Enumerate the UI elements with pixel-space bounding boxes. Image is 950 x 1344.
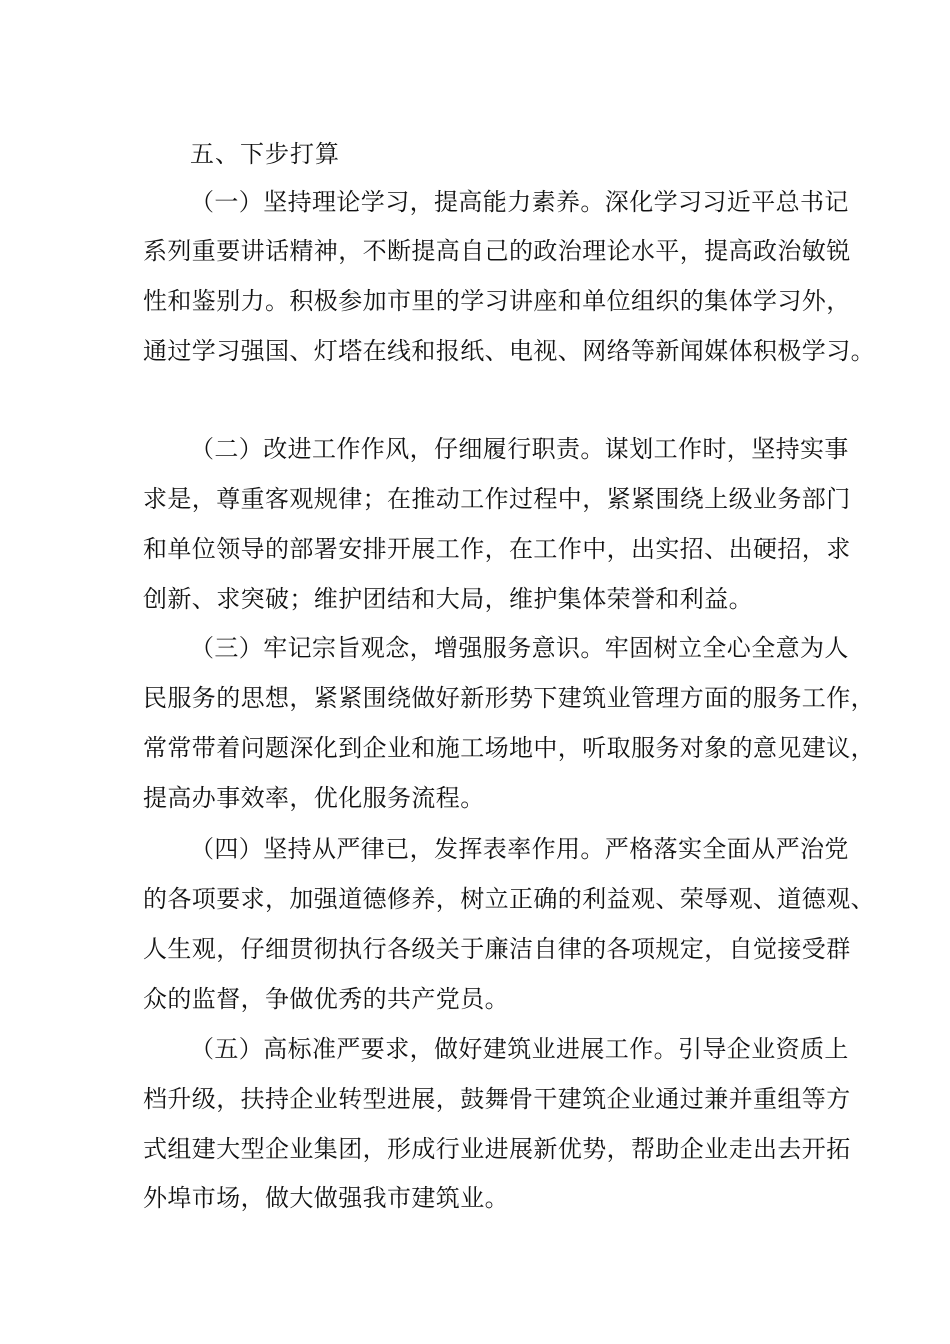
paragraph-1-line-1: （一）坚持理论学习，提高能力素养。深化学习习近平总书记 [190,188,849,216]
paragraph-4-line-4: 众的监督，争做优秀的共产党员。 [143,985,509,1013]
paragraph-5-line-2: 档升级，扶持企业转型进展，鼓舞骨干建筑企业通过兼并重组等方 [143,1085,851,1113]
paragraph-5-line-4: 外埠市场，做大做强我市建筑业。 [143,1184,509,1212]
paragraph-3-line-3: 常常带着问题深化到企业和施工场地中，听取服务对象的意见建议， [143,734,875,762]
paragraph-4-line-2: 的各项要求，加强道德修养，树立正确的利益观、荣辱观、道德观、 [143,885,875,913]
paragraph-2-line-3: 和单位领导的部署安排开展工作，在工作中，出实招、出硬招，求 [143,535,851,563]
paragraph-1-line-3: 性和鉴别力。积极参加市里的学习讲座和单位组织的集体学习外， [143,287,851,315]
paragraph-5-line-3: 式组建大型企业集团，形成行业进展新优势，帮助企业走出去开拓 [143,1135,851,1163]
section-heading: 五、下步打算 [190,140,340,168]
paragraph-2-line-1: （二）改进工作作风，仔细履行职责。谋划工作时，坚持实事 [190,435,849,463]
paragraph-2-line-4: 创新、求突破；维护团结和大局，维护集体荣誉和利益。 [143,585,753,613]
paragraph-2-line-2: 求是，尊重客观规律；在推动工作过程中，紧紧围绕上级业务部门 [143,485,851,513]
paragraph-1-line-2: 系列重要讲话精神，不断提高自己的政治理论水平，提高政治敏锐 [143,237,851,265]
paragraph-4-line-3: 人生观，仔细贯彻执行各级关于廉洁自律的各项规定，自觉接受群 [143,935,851,963]
paragraph-1-line-4: 通过学习强国、灯塔在线和报纸、电视、网络等新闻媒体积极学习。 [143,337,875,365]
paragraph-3-line-4: 提高办事效率，优化服务流程。 [143,784,485,812]
paragraph-3-line-1: （三）牢记宗旨观念，增强服务意识。牢固树立全心全意为人 [190,634,849,662]
paragraph-4-line-1: （四）坚持从严律已，发挥表率作用。严格落实全面从严治党 [190,835,849,863]
paragraph-5-line-1: （五）高标准严要求，做好建筑业进展工作。引导企业资质上 [190,1035,849,1063]
paragraph-3-line-2: 民服务的思想，紧紧围绕做好新形势下建筑业管理方面的服务工作， [143,684,875,712]
